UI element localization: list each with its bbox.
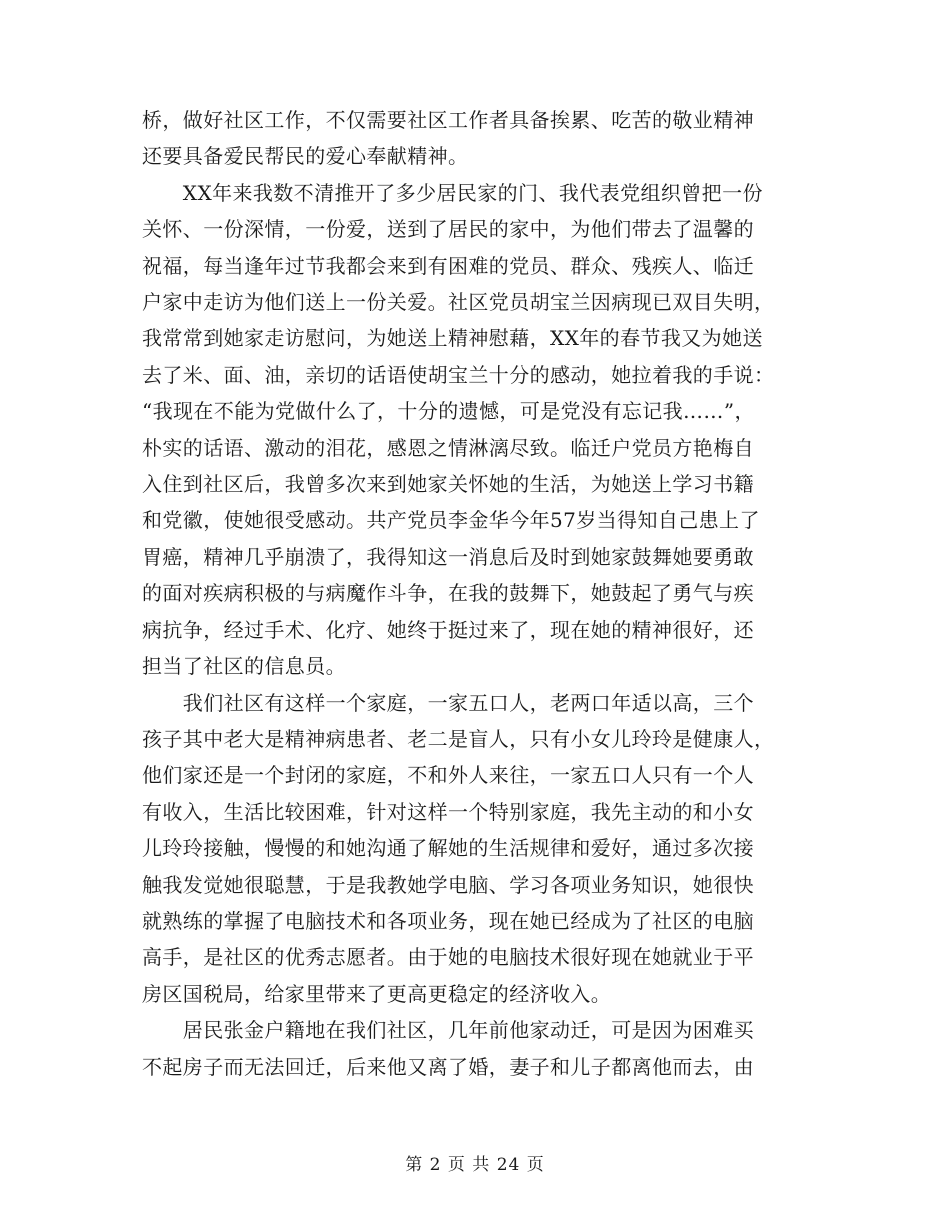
text-line: 和党徽，使她很受感动。共产党员李金华今年57岁当得知自己患上了 [142, 508, 760, 533]
text-line: 居民张金户籍地在我们社区，几年前他家动迁，可是因为困难买 [142, 1018, 754, 1043]
text-line: 不起房子而无法回迁，后来他又离了婚，妻子和儿子都离他而去，由 [142, 1054, 754, 1079]
text-line: 祝福，每当逢年过节我都会来到有困难的党员、群众、残疾人、临迁 [142, 253, 754, 278]
text-line: 户家中走访为他们送上一份关爱。社区党员胡宝兰因病现已双目失明， [142, 290, 775, 315]
text-line: 就熟练的掌握了电脑技术和各项业务，现在她已经成为了社区的电脑 [142, 908, 754, 933]
body-text [142, 102, 798, 1085]
text-line: 我们社区有这样一个家庭，一家五口人，老两口年适以高，三个 [142, 690, 754, 715]
text-line: XX年来我数不清推开了多少居民家的门、我代表党组织曾把一份 [142, 180, 763, 205]
text-line: 房区国税局，给家里带来了更高更稳定的经济收入。 [142, 981, 612, 1006]
text-line: 我常常到她家走访慰问，为她送上精神慰藉，XX年的春节我又为她送 [142, 326, 763, 351]
text-line: 朴实的话语、激动的泪花，感恩之情淋漓尽致。临迁户党员方艳梅自 [142, 435, 754, 460]
text-line: 关怀、一份深情，一份爱，送到了居民的家中，为他们带去了温馨的 [142, 217, 754, 242]
text-line: 有收入，生活比较困难，针对这样一个特别家庭，我先主动的和小女 [142, 799, 754, 824]
text-line: 儿玲玲接触，慢慢的和她沟通了解她的生活规律和爱好，通过多次接 [142, 836, 754, 861]
text-line: 触我发觉她很聪慧，于是我教她学电脑、学习各项业务知识，她很快 [142, 872, 754, 897]
text-line: 高手，是社区的优秀志愿者。由于她的电脑技术很好现在她就业于平 [142, 945, 754, 970]
text-line: 他们家还是一个封闭的家庭，不和外人来往，一家五口人只有一个人 [142, 763, 754, 788]
text-line: 桥，做好社区工作，不仅需要社区工作者具备挨累、吃苦的敬业精神 [142, 108, 754, 132]
text-line: 去了米、面、油，亲切的话语使胡宝兰十分的感动，她拉着我的手说： [142, 362, 775, 387]
text-line: 入住到社区后，我曾多次来到她家关怀她的生活，为她送上学习书籍 [142, 472, 754, 497]
text-line: 还要具备爱民帮民的爱心奉献精神。 [142, 144, 469, 169]
text-line: 担当了社区的信息员。 [142, 654, 346, 679]
text-line: 胃癌，精神几乎崩溃了，我得知这一消息后及时到她家鼓舞她要勇敢 [142, 544, 754, 569]
page-number-footer: 第 2 页 共 24 页 [405, 1155, 545, 1175]
text-line: 病抗争，经过手术、化疗、她终于挺过来了，现在她的精神很好，还 [142, 617, 754, 642]
text-line: “我现在不能为党做什么了，十分的遗憾，可是党没有忘记我……”， [142, 399, 755, 424]
text-line: 的面对疾病积极的与病魔作斗争，在我的鼓舞下，她鼓起了勇气与疾 [142, 581, 754, 606]
text-line: 孩子其中老大是精神病患者、老二是盲人，只有小女儿玲玲是健康人， [142, 726, 775, 751]
